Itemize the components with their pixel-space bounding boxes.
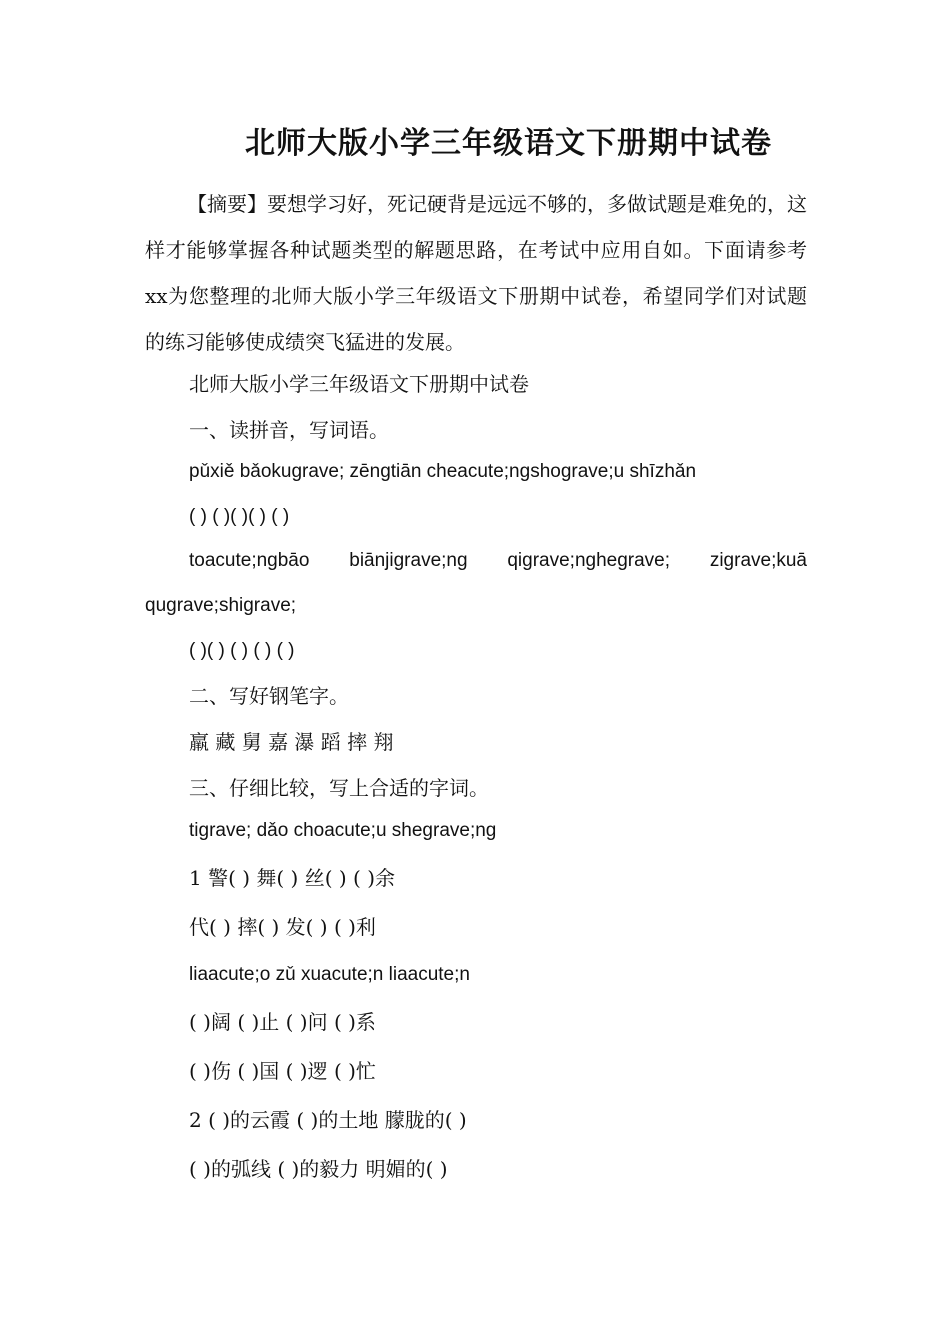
pinyin-row-1: pǔxiě bǎokugrave; zēngtiān cheacute;ngshograve;u shīzhǎn — [189, 461, 697, 482]
question-1-line-3: ( )阔 ( )止 ( )问 ( )系 — [189, 1010, 376, 1034]
pinyin-word: biānjigrave;ng — [349, 550, 468, 571]
question-2-line-2: ( )的弧线 ( )的毅力 明媚的( ) — [189, 1157, 448, 1181]
pinyin-row-2 — [189, 547, 807, 575]
blanks-row-1: ( ) ( )( )( ) ( ) — [189, 506, 290, 527]
question-1-line-1: 1 警( ) 舞( ) 丝( ) ( )余 — [189, 866, 396, 890]
pinyin-row-4: liaacute;o zǔ xuacute;n liaacute;n — [189, 964, 470, 985]
pinyin-word: zigrave;kuā — [709, 550, 807, 571]
question-1-line-4: ( )伤 ( )国 ( )逻 ( )忙 — [189, 1059, 376, 1083]
question-2-line-1: 2 ( )的云霞 ( )的土地 朦胧的( ) — [189, 1108, 467, 1132]
section-heading-2: 二、写好钢笔字。 — [189, 684, 349, 708]
pinyin-word: qigrave;nghegrave; — [507, 550, 671, 571]
pinyin-row-3: tigrave; dǎo choacute;u shegrave;ng — [189, 820, 497, 841]
section-heading-1: 一、读拼音，写词语。 — [189, 418, 389, 442]
blanks-row-2: ( )( ) ( ) ( ) ( ) — [189, 640, 295, 661]
document-title: 北师大版小学三年级语文下册期中试卷 — [245, 126, 772, 161]
question-1-line-2: 代( ) 摔( ) 发( ) ( )利 — [189, 915, 376, 939]
section-heading-3: 三、仔细比较，写上合适的字词。 — [189, 776, 489, 800]
abstract-paragraph: 【摘要】要想学习好，死记硬背是远远不够的，多做试题是难免的，这样才能够掌握各种试题类型的解题思路，在考试中应用自如。下面请参考xx为您整理的北师大版小学三年级语文下册期中试卷，希望同学们对试题的练习能够使成绩突飞猛进的发展。 — [145, 192, 807, 354]
pinyin-row-2-continued: qugrave;shigrave; — [145, 595, 297, 616]
subtitle: 北师大版小学三年级语文下册期中试卷 — [189, 372, 529, 396]
practice-characters: 羸 藏 舅 嘉 瀑 蹈 摔 翔 — [189, 730, 394, 754]
pinyin-word: toacute;ngbāo — [189, 550, 310, 571]
